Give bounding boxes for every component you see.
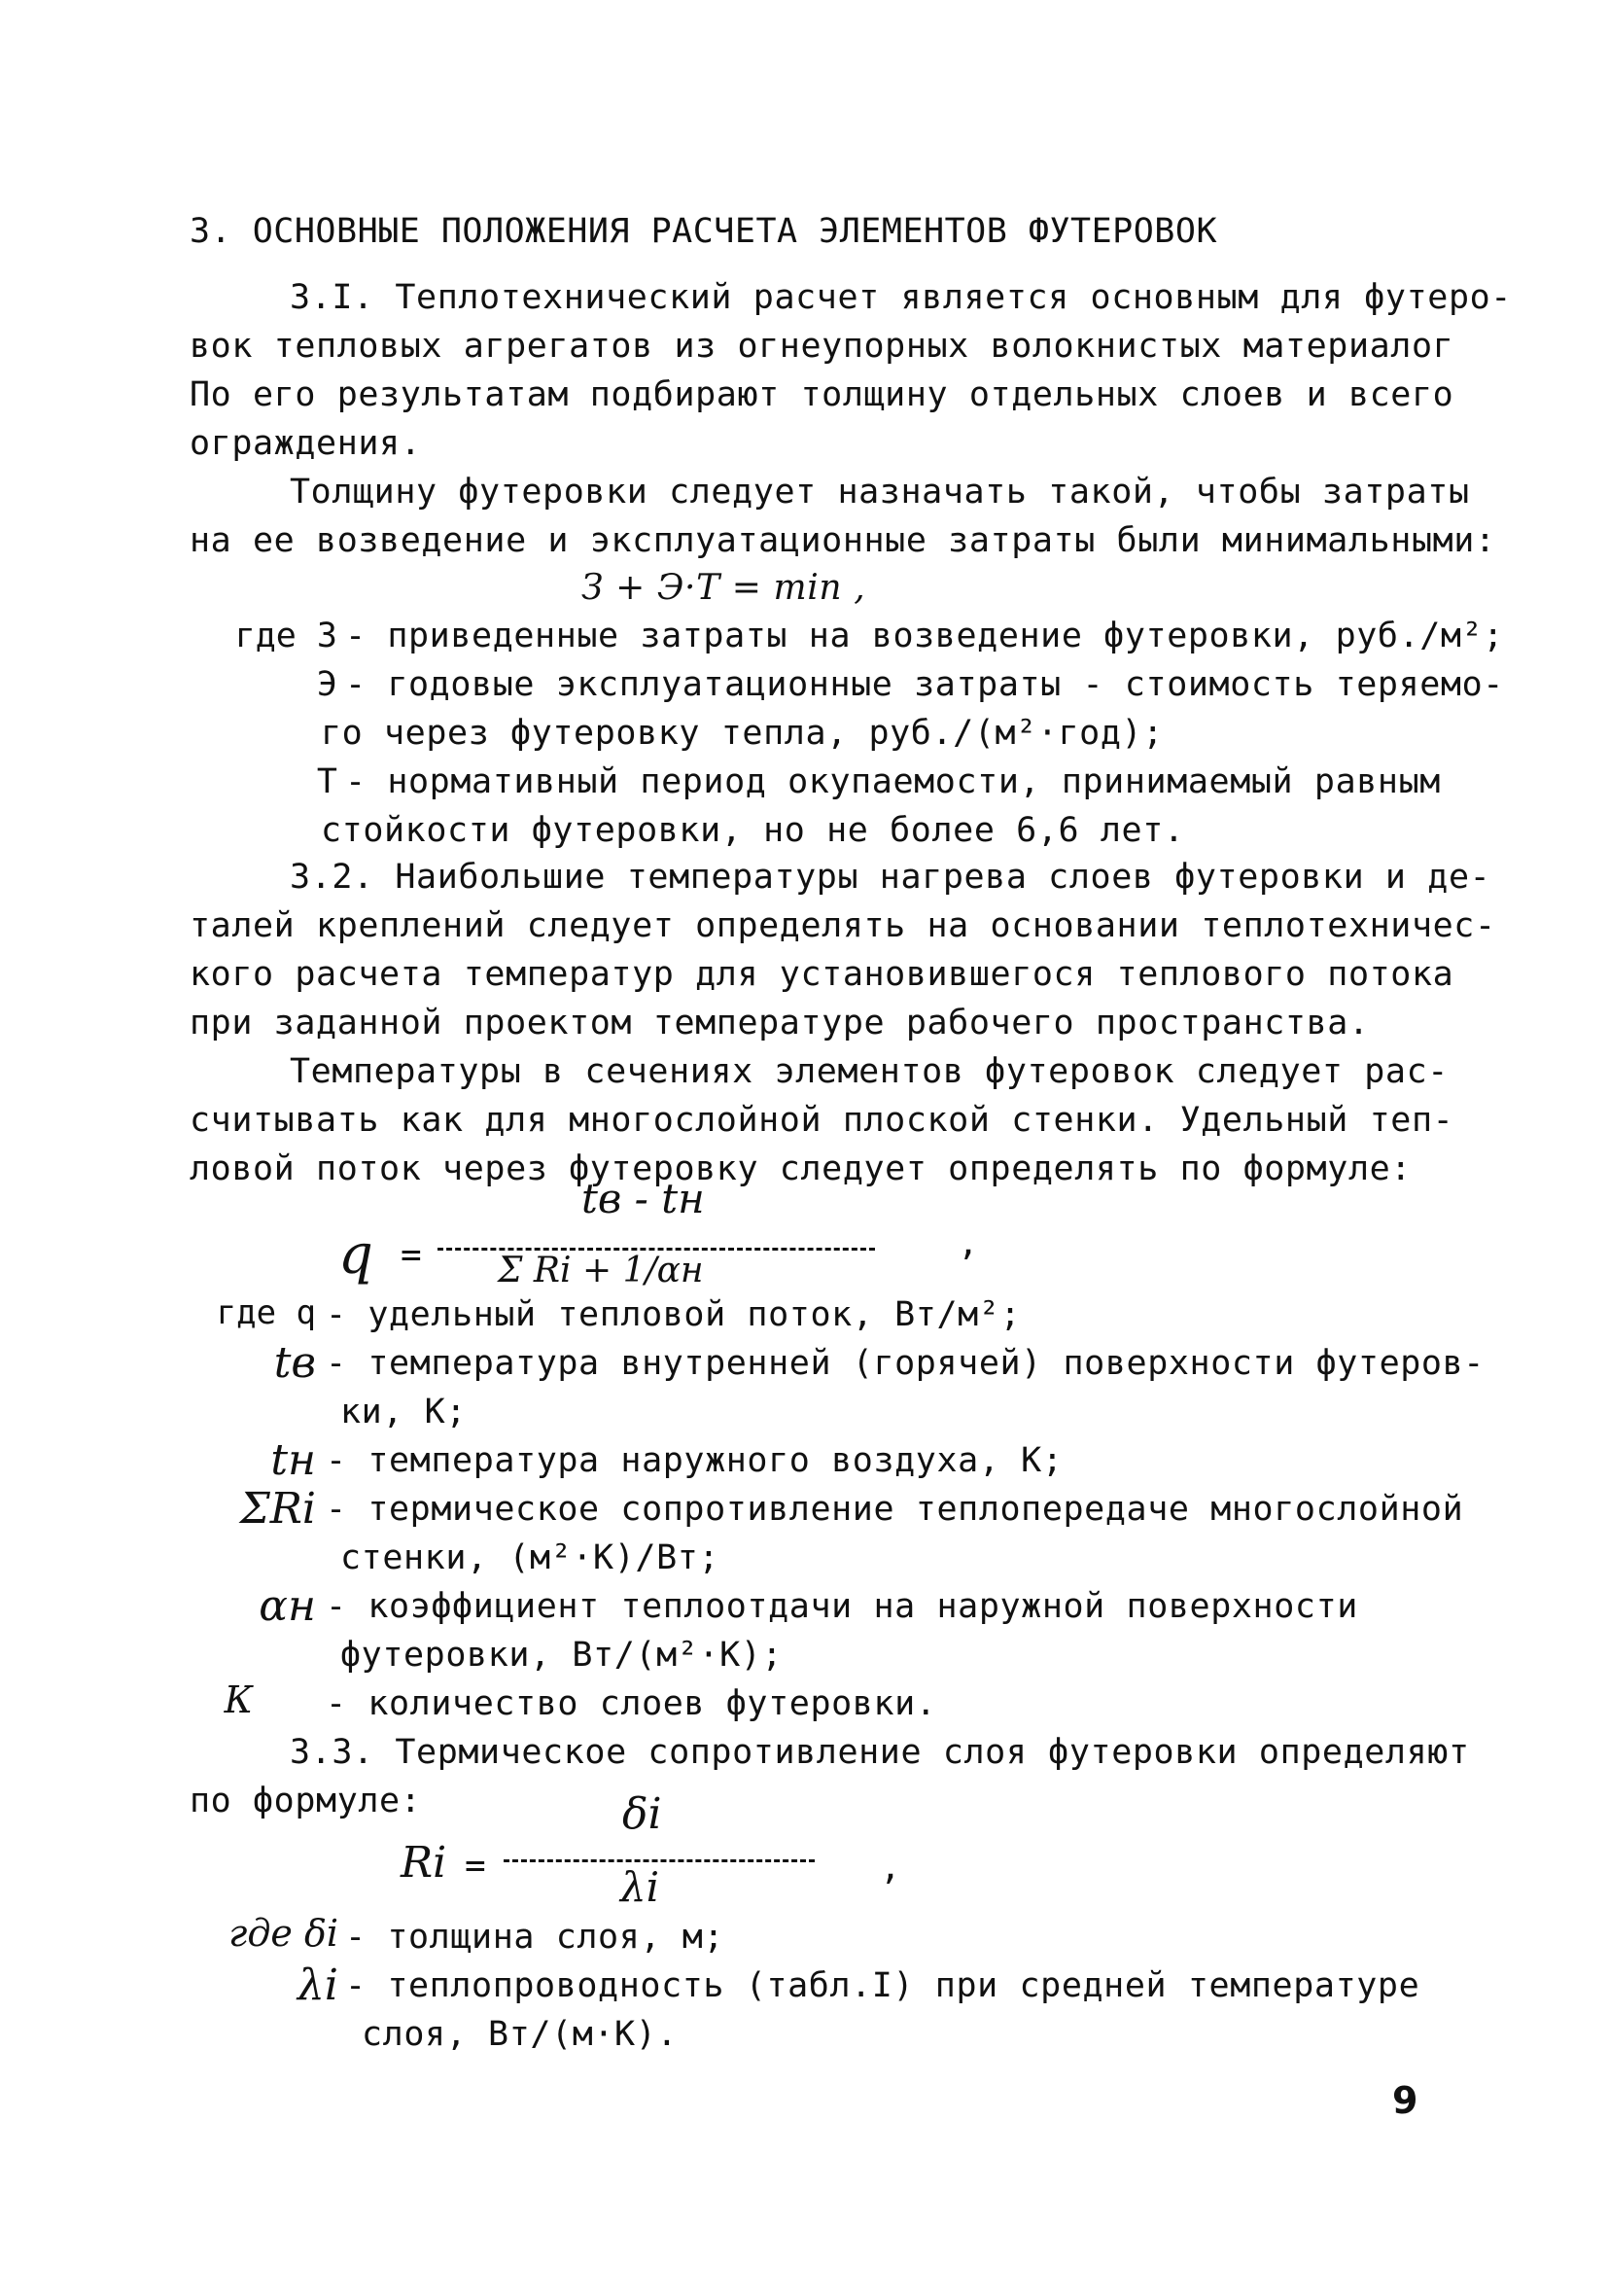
formula-resistance-equals: =: [465, 1846, 486, 1886]
formula-resistance-lhs: Ri: [401, 1838, 447, 1888]
section-heading: 3. ОСНОВНЫЕ ПОЛОЖЕНИЯ РАСЧЕТА ЭЛЕМЕНТОВ ФУТЕРОВОК: [190, 212, 1218, 251]
where2-text-8: футеровки, Вт/(м²·К);: [340, 1636, 784, 1675]
paragraph-3-3-line-2: по формуле:: [190, 1782, 422, 1820]
paragraph-temperatures-line-1: Температуры в сечениях элементов футеровок следует рас-: [290, 1052, 1449, 1091]
where2-text-9: - количество слоев футеровки.: [326, 1684, 937, 1723]
paragraph-3-1-line-4: ограждения.: [190, 424, 422, 463]
where3-symbol-lambda: λi: [297, 1960, 338, 2010]
formula-heat-flux-numerator: tв - tн: [581, 1175, 705, 1222]
where1-symbol-1: где З: [234, 617, 337, 655]
where2-text-7: - коэффициент теплоотдачи на наружной поверхности: [326, 1587, 1358, 1626]
where2-text-3: ки, К;: [340, 1393, 468, 1431]
paragraph-3-2-line-4: при заданной проектом температуре рабочего пространства.: [190, 1004, 1370, 1042]
formula-resistance-comma: ,: [880, 1848, 901, 1888]
where2-symbol-sum-r: ΣRi: [239, 1484, 316, 1534]
paragraph-temperatures-line-2: считывать как для многослойной плоской стенки. Удельный теп-: [190, 1101, 1454, 1140]
where2-symbol-t-outer: tн: [270, 1435, 316, 1485]
where1-symbol-2: Э: [316, 665, 337, 704]
where2-symbol-alpha: αн: [259, 1581, 316, 1631]
where1-symbol-4: Т: [316, 762, 337, 801]
formula-cost-minimum: З + Э·Т = min ,: [581, 568, 866, 608]
paragraph-3-2-line-1: 3.2. Наибольшие температуры нагрева слоев футеровки и де-: [290, 858, 1491, 897]
formula-heat-flux-lhs: q: [338, 1223, 373, 1287]
paragraph-3-3-line-1: 3.3. Термическое сопротивление слоя футеровки определяют: [290, 1733, 1470, 1772]
where3-symbol-delta: где δi: [228, 1912, 338, 1955]
paragraph-3-1-line-3: По его результатам подбирают толщину отдельных слоев и всего: [190, 375, 1454, 414]
formula-heat-flux-comma: ,: [958, 1223, 979, 1263]
paragraph-thickness-line-1: Толщину футеровки следует назначать такой, чтобы затраты: [290, 473, 1470, 512]
formula-heat-flux-equals: =: [401, 1235, 422, 1275]
where2-symbol-q: где q: [216, 1293, 316, 1332]
where1-text-3: го через футеровку тепла, руб./(м²·год);: [321, 714, 1164, 753]
paragraph-3-2-line-3: кого расчета температур для установившегося теплового потока: [190, 955, 1454, 994]
paragraph-thickness-line-2: на ее возведение и эксплуатационные затраты были минимальными:: [190, 521, 1496, 560]
where2-text-2: - температура внутренней (горячей) поверхности футеров-: [326, 1344, 1485, 1383]
formula-heat-flux-denominator: Σ Ri + 1/αн: [498, 1251, 704, 1290]
paragraph-3-1-line-1: 3.I. Теплотехнический расчет является основным для футеро-: [290, 278, 1512, 317]
where1-text-2: - годовые эксплуатационные затраты - стоимость теряемо-: [345, 665, 1504, 704]
where3-text-2: - теплопроводность (табл.I) при средней температуре: [345, 1966, 1420, 2005]
paragraph-3-1-line-2: вок тепловых агрегатов из огнеупорных волокнистых материалог: [190, 327, 1454, 366]
page-number: 9: [1392, 2079, 1418, 2122]
formula-resistance-fraction-bar: [504, 1859, 815, 1862]
paragraph-temperatures-line-3: ловой поток через футеровку следует определять по формуле:: [190, 1149, 1412, 1188]
where1-text-5: стойкости футеровки, но не более 6,6 лет.: [321, 811, 1185, 850]
where2-text-4: - температура наружного воздуха, К;: [326, 1441, 1064, 1480]
where1-text-1: - приведенные затраты на возведение футеровки, руб./м²;: [345, 617, 1504, 655]
where2-text-6: стенки, (м²·К)/Вт;: [340, 1538, 720, 1577]
where2-symbol-k: К: [224, 1678, 253, 1721]
where1-text-4: - нормативный период окупаемости, принимаемый равным: [345, 762, 1441, 801]
formula-resistance-numerator: δi: [622, 1789, 662, 1839]
where2-text-1: - удельный тепловой поток, Вт/м²;: [326, 1295, 1022, 1334]
where3-text-1: - толщина слоя, м;: [345, 1918, 725, 1957]
paragraph-3-2-line-2: талей креплений следует определять на основании теплотехничес-: [190, 906, 1496, 945]
where2-symbol-t-inner: tв: [273, 1338, 316, 1388]
formula-resistance-denominator: λi: [620, 1863, 660, 1911]
where3-text-3: слоя, Вт/(м·К).: [362, 2015, 679, 2054]
where2-text-5: - термическое сопротивление теплопередаче многослойной: [326, 1490, 1464, 1529]
